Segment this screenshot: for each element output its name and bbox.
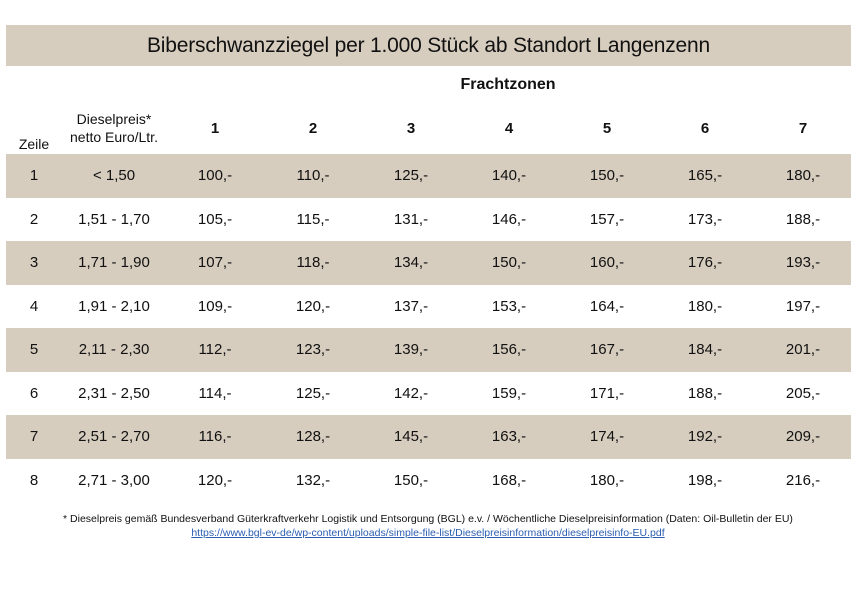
cell-zone-4: 168,-: [491, 471, 527, 489]
cell-zone-7: 201,-: [785, 341, 821, 359]
cell-zone-7: 205,-: [785, 384, 821, 402]
cell-zone-2: 115,-: [296, 210, 330, 228]
cell-zone-3: 131,-: [393, 210, 429, 228]
cell-zone-3: 139,-: [393, 341, 429, 359]
cell-zeile: 4: [29, 297, 39, 315]
cell-zone-1: 105,-: [197, 210, 233, 228]
cell-zone-1: 116,-: [198, 428, 232, 446]
cell-zone-4: 163,-: [491, 428, 527, 446]
cell-zone-5: 180,-: [589, 471, 625, 489]
cell-zone-6: 192,-: [687, 428, 723, 446]
cell-zone-6: 198,-: [687, 471, 723, 489]
cell-zeile: 6: [29, 384, 39, 402]
cell-zone-6: 180,-: [687, 297, 723, 315]
cell-zone-2: 123,-: [295, 341, 331, 359]
cell-zeile: 5: [29, 341, 39, 359]
cell-zone-3: 150,-: [393, 471, 429, 489]
cell-diesel: 2,71 - 3,00: [78, 471, 150, 489]
header-zone-7: 7: [798, 120, 808, 137]
table-row: [6, 241, 851, 285]
table-row: [6, 154, 851, 198]
cell-zone-7: 180,-: [785, 167, 821, 185]
table-row: [6, 372, 851, 416]
cell-zone-6: 188,-: [687, 384, 723, 402]
cell-zone-5: 150,-: [589, 167, 625, 185]
cell-zone-3: 145,-: [393, 428, 429, 446]
header-zeile: Zeile: [18, 136, 50, 152]
cell-zone-6: 173,-: [687, 210, 723, 228]
footnote: [0, 512, 856, 540]
header-zone-3: 3: [406, 120, 416, 137]
table-row: [6, 459, 851, 503]
cell-zone-5: 171,-: [589, 384, 625, 402]
cell-zone-2: 128,-: [295, 428, 331, 446]
cell-zeile: 7: [29, 428, 39, 446]
cell-diesel: 2,31 - 2,50: [78, 384, 150, 402]
table-row: [6, 285, 851, 329]
cell-zeile: 8: [29, 471, 39, 489]
cell-diesel: 2,51 - 2,70: [78, 428, 150, 446]
cell-zone-3: 142,-: [393, 384, 429, 402]
header-zone-4: 4: [504, 120, 514, 137]
cell-diesel: 2,11 - 2,30: [78, 341, 150, 359]
cell-diesel: 1,71 - 1,90: [78, 254, 150, 272]
footnote-link[interactable]: https://www.bgl-ev-de/wp-content/uploads/simple-file-list/Dieselpreisinformation/dieselpreisinfo-EU.pdf: [191, 527, 665, 539]
cell-zone-1: 114,-: [198, 384, 232, 402]
cell-zone-4: 146,-: [491, 210, 527, 228]
header-diesel: [58, 110, 170, 146]
page-title: Biberschwanzziegel per 1.000 Stück ab Standort Langenzenn: [147, 33, 710, 57]
cell-zone-7: 209,-: [785, 428, 821, 446]
cell-zone-5: 157,-: [589, 210, 625, 228]
cell-zone-3: 125,-: [393, 167, 429, 185]
cell-zone-7: 188,-: [785, 210, 821, 228]
cell-zone-3: 137,-: [393, 297, 429, 315]
cell-zone-5: 167,-: [589, 341, 625, 359]
cell-zone-1: 120,-: [197, 471, 233, 489]
header-zone-2: 2: [308, 120, 318, 137]
cell-zone-6: 165,-: [687, 167, 723, 185]
cell-zone-7: 193,-: [785, 254, 821, 272]
cell-zeile: 3: [29, 254, 39, 272]
cell-zeile: 1: [29, 167, 39, 185]
cell-diesel: < 1,50: [92, 167, 136, 185]
header-zone-5: 5: [602, 120, 612, 137]
cell-zeile: 2: [29, 210, 39, 228]
cell-zone-7: 197,-: [785, 297, 821, 315]
cell-zone-4: 140,-: [491, 167, 527, 185]
header-zone-1: 1: [210, 120, 220, 137]
cell-zone-2: 120,-: [295, 297, 331, 315]
cell-zone-5: 160,-: [589, 254, 625, 272]
cell-diesel: 1,91 - 2,10: [78, 297, 150, 315]
cell-zone-4: 156,-: [491, 341, 527, 359]
table-row: [6, 198, 851, 242]
cell-zone-3: 134,-: [393, 254, 429, 272]
cell-zone-4: 159,-: [491, 384, 527, 402]
zones-label: Frachtzonen: [460, 76, 556, 93]
cell-diesel: 1,51 - 1,70: [78, 210, 150, 228]
cell-zone-5: 164,-: [589, 297, 625, 315]
cell-zone-4: 153,-: [491, 297, 527, 315]
cell-zone-4: 150,-: [491, 254, 527, 272]
cell-zone-7: 216,-: [785, 471, 821, 489]
cell-zone-2: 132,-: [295, 471, 331, 489]
cell-zone-1: 100,-: [197, 167, 233, 185]
cell-zone-1: 112,-: [198, 341, 232, 359]
header-diesel-line1: Dieselpreis*: [76, 111, 152, 127]
cell-zone-1: 109,-: [197, 297, 233, 315]
header-zone-6: 6: [700, 120, 710, 137]
table-row: [6, 328, 851, 372]
table-row: [6, 415, 851, 459]
header-diesel-line2: netto Euro/Ltr.: [70, 129, 158, 145]
cell-zone-2: 125,-: [295, 384, 331, 402]
footnote-text: * Dieselpreis gemäß Bundesverband Güterkraftverkehr Logistik und Entsorgung (BGL) e.v. / Wöchentliche Dieselpreisinformation (Daten: Oil-Bulletin der EU): [63, 513, 793, 525]
cell-zone-1: 107,-: [197, 254, 233, 272]
cell-zone-2: 118,-: [296, 254, 330, 272]
cell-zone-6: 176,-: [687, 254, 723, 272]
table-body: [6, 154, 851, 502]
cell-zone-6: 184,-: [687, 341, 723, 359]
title-bar: [6, 25, 851, 66]
cell-zone-5: 174,-: [589, 428, 625, 446]
table-header: [6, 104, 851, 154]
cell-zone-2: 110,-: [296, 167, 330, 185]
